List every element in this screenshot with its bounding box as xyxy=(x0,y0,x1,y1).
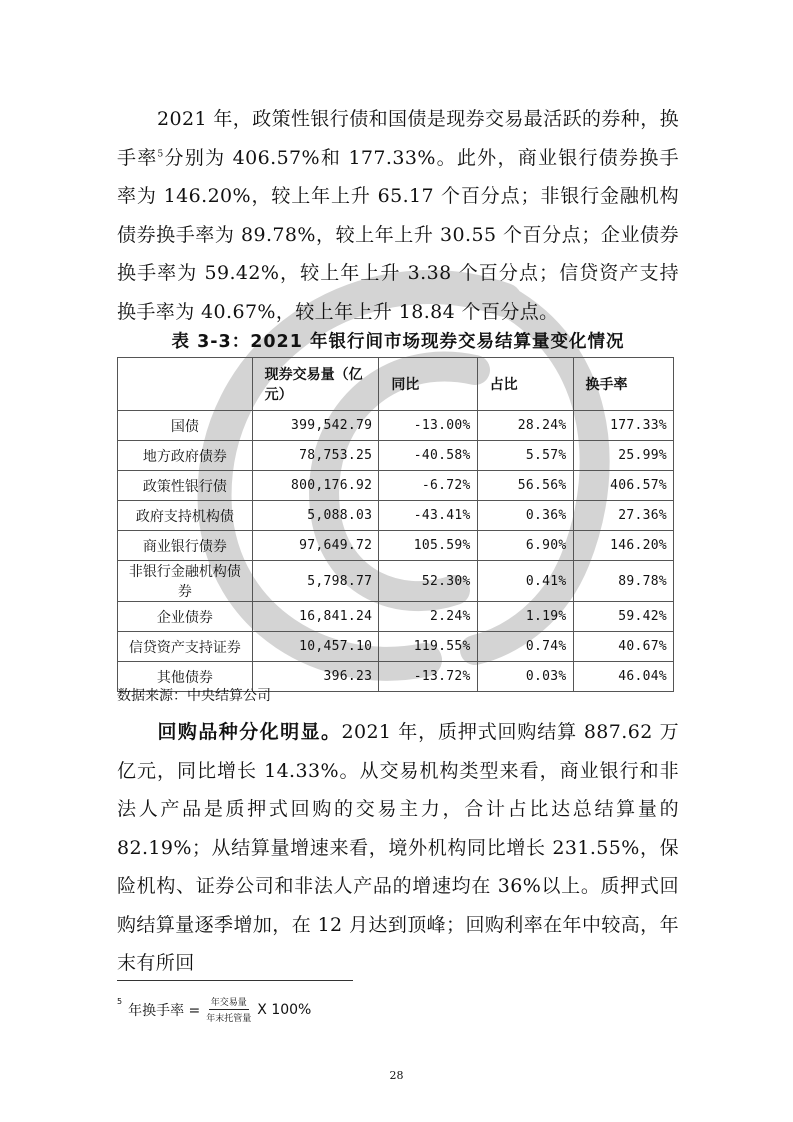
yoy-cell: 52.30% xyxy=(379,561,477,602)
bond-type: 其他债券 xyxy=(118,662,253,692)
yoy-cell: 119.55% xyxy=(379,632,477,662)
share-cell: 0.41% xyxy=(477,561,573,602)
table-row xyxy=(118,501,674,531)
turnover-cell: 27.36% xyxy=(573,501,673,531)
yoy-cell: -43.41% xyxy=(379,501,477,531)
volume-cell: 97,649.72 xyxy=(252,531,379,561)
turnover-cell: 40.67% xyxy=(573,632,673,662)
volume-cell: 396.23 xyxy=(252,662,379,692)
footnote-suffix: X 100% xyxy=(257,1001,312,1018)
volume-cell: 10,457.10 xyxy=(252,632,379,662)
table-row xyxy=(118,531,674,561)
footnote-reference[interactable]: 5 xyxy=(157,149,164,160)
paragraph2-lead: 回购品种分化明显。 xyxy=(157,721,342,743)
volume-cell: 78,753.25 xyxy=(252,441,379,471)
volume-cell: 5,088.03 xyxy=(252,501,379,531)
yoy-cell: -40.58% xyxy=(379,441,477,471)
yoy-cell: 2.24% xyxy=(379,602,477,632)
bond-type: 地方政府债券 xyxy=(118,441,253,471)
table-row xyxy=(118,602,674,632)
table-row xyxy=(118,411,674,441)
table-title: 表 3-3：2021 年银行间市场现券交易结算量变化情况 xyxy=(171,332,625,352)
share-cell: 0.74% xyxy=(477,632,573,662)
turnover-cell: 177.33% xyxy=(573,411,673,441)
footnote-label: 年换手率 = xyxy=(128,1002,201,1019)
volume-cell: 16,841.24 xyxy=(252,602,379,632)
paragraph-repo xyxy=(117,713,679,983)
header-yoy: 同比 xyxy=(379,358,477,411)
turnover-fraction xyxy=(206,995,251,1024)
share-cell: 5.57% xyxy=(477,441,573,471)
share-cell: 6.90% xyxy=(477,531,573,561)
header-blank xyxy=(118,358,253,411)
paragraph-turnover xyxy=(117,100,679,331)
table-row xyxy=(118,561,674,602)
bond-type: 政策性银行债 xyxy=(118,471,253,501)
paragraph1-text-rest: 分别为 406.57%和 177.33%。此外，商业银行债券换手率为 146.20%，较上年上升 65.17 个百分点；非银行金融机构债券换手率为 89.78%，较上年上升 30.55 个百分点；企业债券换手率为 59.42%，较上年上升 3.38 个百分点；信贷资产支持换手率为 40.67%，较上年上升 18.84 个百分点。 xyxy=(117,146,679,323)
bond-type: 企业债券 xyxy=(118,602,253,632)
yoy-cell: -13.72% xyxy=(379,662,477,692)
bond-type: 政府支持机构债 xyxy=(118,501,253,531)
header-volume: 现券交易量（亿元） xyxy=(252,358,379,411)
volume-cell: 399,542.79 xyxy=(252,411,379,441)
share-cell: 0.03% xyxy=(477,662,573,692)
footnote xyxy=(117,995,311,1024)
volume-cell: 800,176.92 xyxy=(252,471,379,501)
turnover-cell: 46.04% xyxy=(573,662,673,692)
yoy-cell: -6.72% xyxy=(379,471,477,501)
turnover-cell: 406.57% xyxy=(573,471,673,501)
table-row xyxy=(118,632,674,662)
settlement-table xyxy=(117,357,674,692)
table-source: 数据来源：中央结算公司 xyxy=(117,688,271,704)
bond-type: 国债 xyxy=(118,411,253,441)
turnover-cell: 146.20% xyxy=(573,531,673,561)
table-header-row xyxy=(118,358,674,411)
turnover-cell: 89.78% xyxy=(573,561,673,602)
page-number: 28 xyxy=(389,1069,404,1082)
bond-type: 商业银行债券 xyxy=(118,531,253,561)
fraction-denominator: 年末托管量 xyxy=(206,1014,252,1024)
paragraph1-text-start: 2021 年，政策性银行债和国债是现券交易最活跃的券种，换手率 xyxy=(117,108,679,169)
share-cell: 1.19% xyxy=(477,602,573,632)
share-cell: 28.24% xyxy=(477,411,573,441)
header-turnover: 换手率 xyxy=(573,358,673,411)
share-cell: 56.56% xyxy=(477,471,573,501)
bond-type: 非银行金融机构债券 xyxy=(118,561,253,602)
turnover-cell: 59.42% xyxy=(573,602,673,632)
paragraph2-text: 2021 年，质押式回购结算 887.62 万亿元，同比增长 14.33%。从交易机构类型来看，商业银行和非法人产品是质押式回购的交易主力，合计占比达总结算量的 82.19%；从结算量增速来看，境外机构同比增长 231.55%，保险机构、证券公司和非法人产品的增速均在 36%以上。质押式回购结算量逐季增加，在 12 月达到顶峰；回购利率在年中较高，年末有所回 xyxy=(117,721,679,974)
table-row xyxy=(118,471,674,501)
footnote-divider xyxy=(117,980,353,981)
yoy-cell: 105.59% xyxy=(379,531,477,561)
table-row xyxy=(118,441,674,471)
yoy-cell: -13.00% xyxy=(379,411,477,441)
footnote-mark: 5 xyxy=(117,997,123,1006)
bond-type: 信贷资产支持证券 xyxy=(118,632,253,662)
turnover-cell: 25.99% xyxy=(573,441,673,471)
share-cell: 0.36% xyxy=(477,501,573,531)
fraction-numerator: 年交易量 xyxy=(209,995,249,1010)
volume-cell: 5,798.77 xyxy=(252,561,379,602)
header-share: 占比 xyxy=(477,358,573,411)
